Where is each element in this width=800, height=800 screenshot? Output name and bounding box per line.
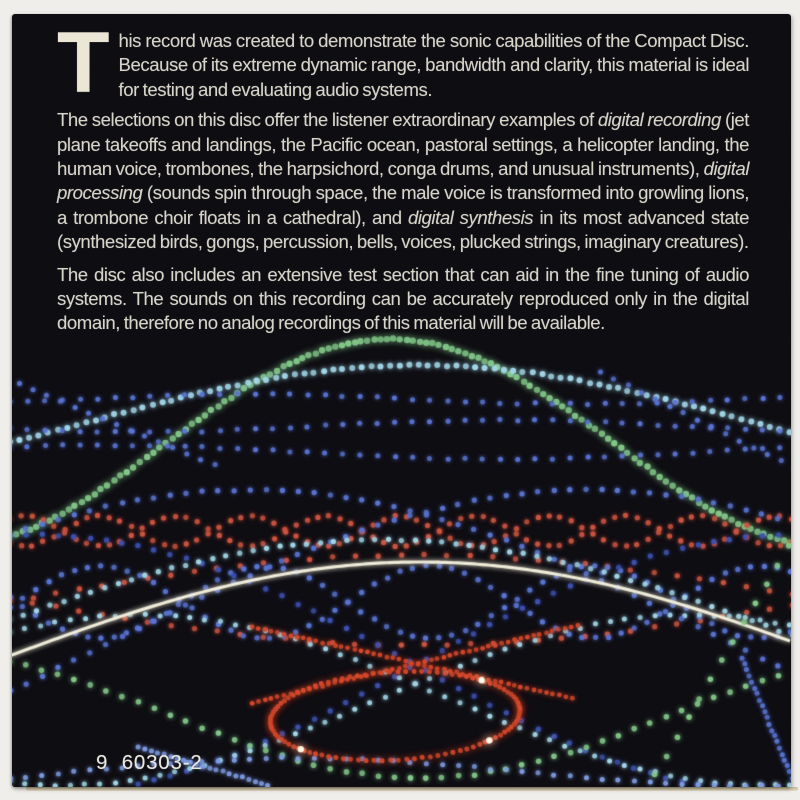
test-section-paragraph — [57, 263, 749, 336]
text-segment: (sounds spin through space, the male voice is transformed into growling lions, a trombone choir floats in a cathedral), and — [57, 182, 749, 228]
intro-paragraph — [57, 15, 749, 111]
text-segment: The disc also includes an extensive test section that can aid in the fine tuning of audio systems. The sounds on this recording can be accurately reproduced only in the digital domain, therefore no analog recordings of this material will be available. — [57, 263, 749, 334]
italic-phrase: digital processing — [57, 158, 749, 204]
text-segment: in its most advanced state (synthesized birds, gongs, percussion, bells, voices, plucked strings, imaginary creatures). — [57, 206, 749, 253]
liner-notes — [57, 15, 749, 342]
selections-paragraph — [57, 108, 749, 254]
text-segment: his record was created to demonstrate the sonic capabilities of the Compact Disc. Because of its extreme dynamic range, bandwidth and clarity, this material is ideal for testing and evaluating audio systems. — [118, 30, 749, 100]
italic-phrase: digital recording — [597, 109, 721, 131]
catalog-number: 9 60303-2 — [96, 751, 203, 774]
booklet-edge-strip — [26, 787, 798, 791]
dropcap-letter: T — [57, 15, 110, 111]
text-segment: (jet plane takeoffs and landings, the Pacific ocean, pastoral settings, a helicopter landing, the human voice, trombones, the harpsichord, conga drums, and unusual instruments), — [57, 109, 749, 180]
italic-phrase: digital synthesis — [407, 206, 534, 228]
text-segment: The selections on this disc offer the listener extraordinary examples of — [57, 109, 598, 131]
cd-booklet-back-cover — [12, 14, 791, 787]
